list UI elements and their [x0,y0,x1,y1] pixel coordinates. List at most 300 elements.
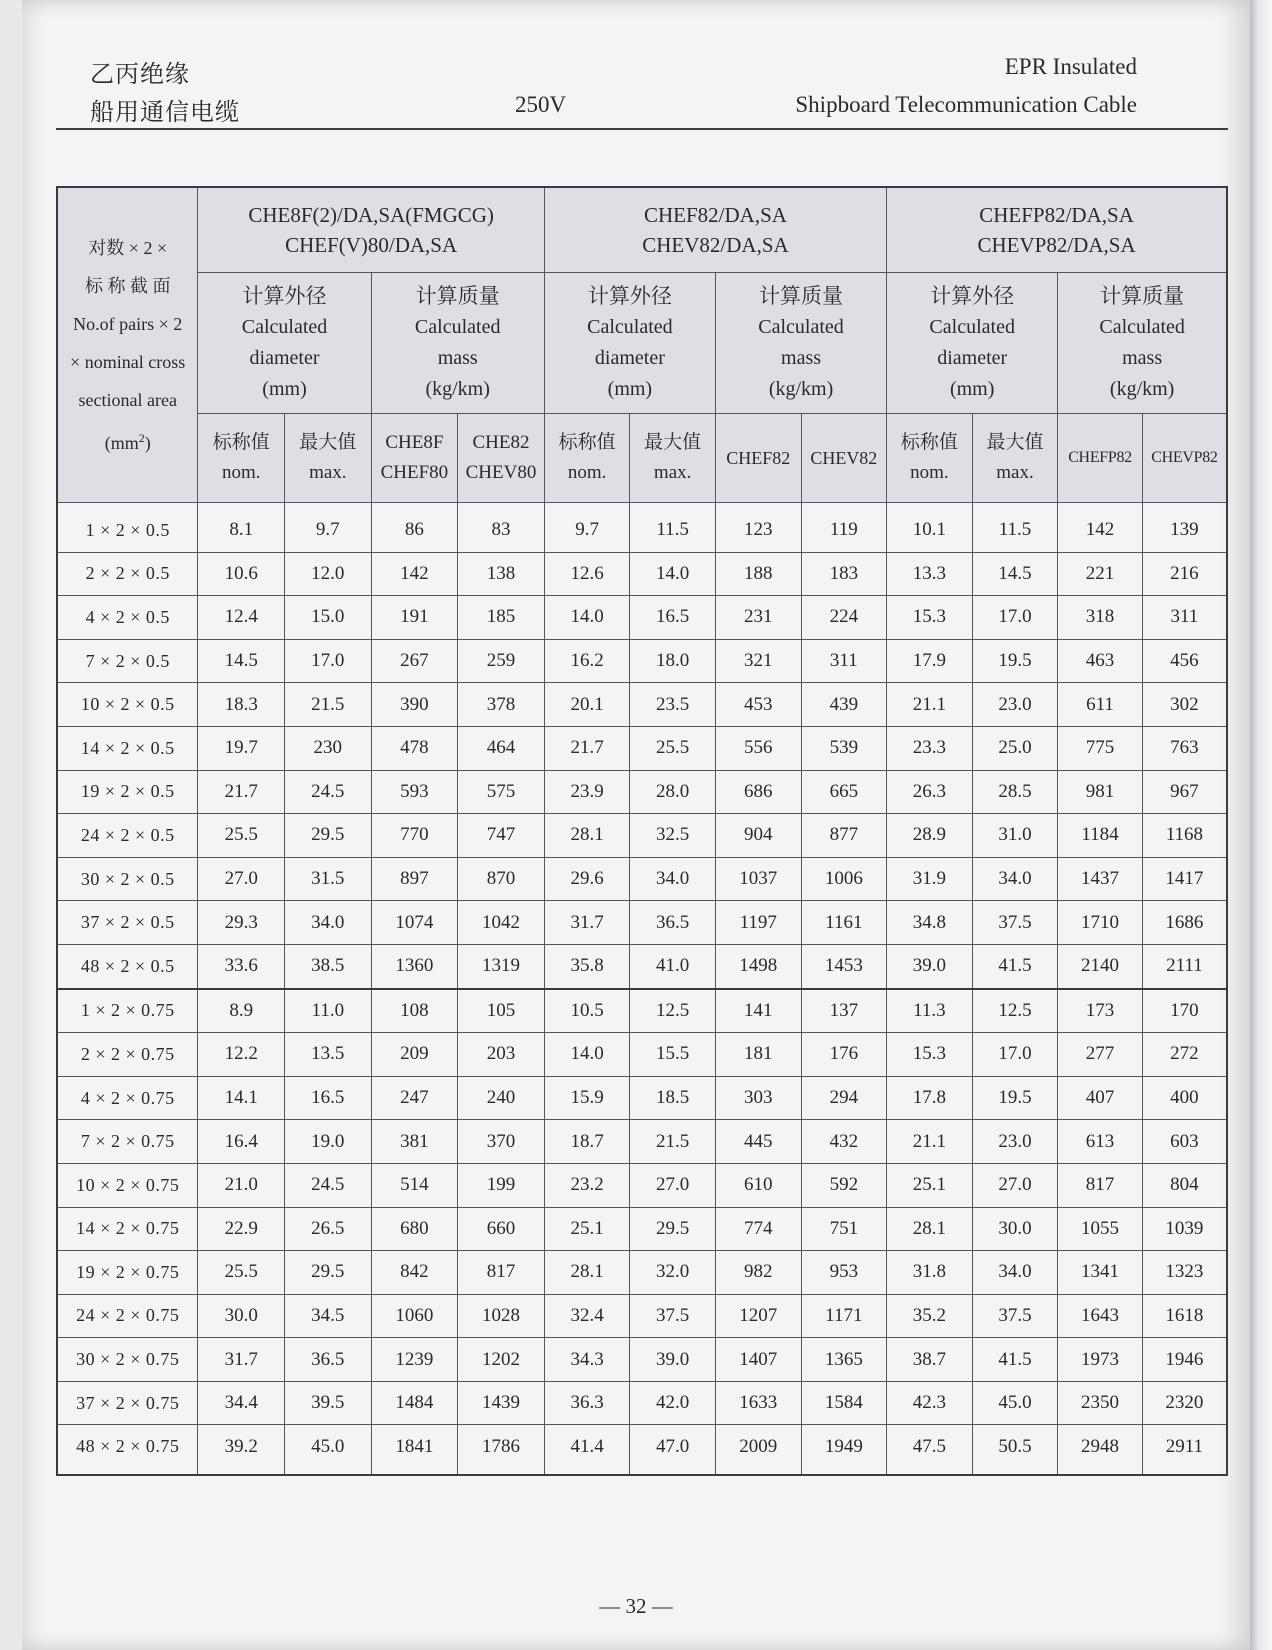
corner-zh-line2: 标 称 截 面 [84,275,171,296]
value-cell: 665 [801,770,887,814]
value-cell: 224 [801,596,887,640]
value-cell: 38.7 [887,1338,973,1382]
value-cell: 36.3 [544,1381,630,1425]
value-cell: 28.1 [887,1207,973,1251]
value-cell: 1168 [1142,814,1227,858]
value-cell: 11.5 [972,503,1058,553]
value-cell: 25.1 [544,1207,630,1251]
value-cell: 139 [1142,503,1227,553]
row-label-cell: 14 × 2 × 0.5 [57,726,198,770]
value-cell: 176 [801,1033,887,1077]
value-cell: 592 [801,1163,887,1207]
table-row [57,814,1227,858]
value-cell: 183 [801,552,887,596]
value-cell: 804 [1142,1163,1227,1207]
value-cell: 1786 [458,1425,545,1475]
value-cell: 31.8 [887,1251,973,1295]
value-cell: 277 [1058,1033,1143,1077]
value-cell: 1437 [1058,857,1143,901]
value-cell: 29.5 [630,1207,716,1251]
value-cell: 28.9 [887,814,973,858]
value-cell: 37.5 [972,901,1058,945]
value-cell: 23.0 [972,683,1058,727]
value-cell: 17.0 [285,639,372,683]
value-cell: 34.0 [630,857,716,901]
table-row [57,944,1227,988]
nom-header-3: 标称值 nom. [887,414,973,503]
group-header-3: CHEFP82/DA,SA CHEVP82/DA,SA [887,187,1227,273]
table-row [57,683,1227,727]
value-cell: 17.0 [972,1033,1058,1077]
row-label-cell: 30 × 2 × 0.5 [57,857,198,901]
value-cell: 953 [801,1251,887,1295]
value-cell: 378 [458,683,545,727]
value-cell: 12.6 [544,552,630,596]
value-cell: 221 [1058,552,1143,596]
value-cell: 611 [1058,683,1143,727]
value-cell: 138 [458,552,545,596]
value-cell: 15.5 [630,1033,716,1077]
value-cell: 17.8 [887,1076,973,1120]
value-cell: 14.0 [544,1033,630,1077]
value-cell: 45.0 [285,1425,372,1475]
value-cell: 686 [715,770,801,814]
value-cell: 19.5 [972,639,1058,683]
value-cell: 1055 [1058,1207,1143,1251]
group-header-1: CHE8F(2)/DA,SA(FMGCG) CHEF(V)80/DA,SA [198,187,544,273]
value-cell: 8.9 [198,989,285,1033]
value-cell: 16.5 [630,596,716,640]
value-cell: 34.3 [544,1338,630,1382]
value-cell: 108 [371,989,458,1033]
value-cell: 36.5 [630,901,716,945]
value-cell: 14.0 [544,596,630,640]
value-cell: 2948 [1058,1425,1143,1475]
value-cell: 12.0 [285,552,372,596]
value-cell: 21.5 [285,683,372,727]
mass-col-chev82: CHEV82 [801,414,887,503]
value-cell: 1074 [371,901,458,945]
table-row [57,552,1227,596]
value-cell: 514 [371,1163,458,1207]
table-row [57,596,1227,640]
header-title-en-line2: Shipboard Telecommunication Cable [795,92,1137,117]
value-cell: 19.7 [198,726,285,770]
value-cell: 2111 [1142,944,1227,988]
row-label-cell: 48 × 2 × 0.75 [57,1425,198,1475]
value-cell: 25.0 [972,726,1058,770]
value-cell: 29.5 [285,814,372,858]
table-row [57,989,1227,1033]
nom-header-1: 标称值 nom. [198,414,285,503]
nom-header-2: 标称值 nom. [544,414,630,503]
value-cell: 1973 [1058,1338,1143,1382]
value-cell: 1323 [1142,1251,1227,1295]
value-cell: 25.1 [887,1163,973,1207]
row-label-cell: 10 × 2 × 0.75 [57,1163,198,1207]
value-cell: 17.9 [887,639,973,683]
value-cell: 1417 [1142,857,1227,901]
value-cell: 1453 [801,944,887,988]
value-cell: 39.5 [285,1381,372,1425]
value-cell: 2350 [1058,1381,1143,1425]
value-cell: 15.3 [887,1033,973,1077]
value-cell: 10.6 [198,552,285,596]
value-cell: 1039 [1142,1207,1227,1251]
mass-header-1: 计算质量 Calculated mass (kg/km) [371,273,544,414]
value-cell: 439 [801,683,887,727]
value-cell: 13.3 [887,552,973,596]
value-cell: 28.0 [630,770,716,814]
header-title-en-line1: EPR Insulated [1004,54,1137,79]
value-cell: 660 [458,1207,545,1251]
table-row [57,1120,1227,1164]
value-cell: 32.5 [630,814,716,858]
table-row [57,1294,1227,1338]
table-row [57,1207,1227,1251]
value-cell: 247 [371,1076,458,1120]
value-cell: 407 [1058,1076,1143,1120]
mass-col-chef82: CHEF82 [715,414,801,503]
row-label-cell: 7 × 2 × 0.75 [57,1120,198,1164]
corner-unit: $(mm^2)$ [104,430,151,453]
value-cell: 1060 [371,1294,458,1338]
value-cell: 37.5 [630,1294,716,1338]
value-cell: 10.5 [544,989,630,1033]
max-header-2: 最大值 max. [630,414,716,503]
value-cell: 86 [371,503,458,553]
header-title-zh-line2: 船用通信电缆 [90,100,240,126]
value-cell: 294 [801,1076,887,1120]
row-label-cell: 37 × 2 × 0.5 [57,901,198,945]
value-cell: 23.9 [544,770,630,814]
value-cell: 31.7 [198,1338,285,1382]
value-cell: 42.0 [630,1381,716,1425]
value-cell: 1365 [801,1338,887,1382]
value-cell: 142 [371,552,458,596]
value-cell: 14.5 [198,639,285,683]
table-row [57,1381,1227,1425]
corner-en-line3: sectional area [78,389,177,410]
value-cell: 747 [458,814,545,858]
value-cell: 31.0 [972,814,1058,858]
corner-header [57,187,198,503]
value-cell: 1197 [715,901,801,945]
value-cell: 24.5 [285,1163,372,1207]
value-cell: 230 [285,726,372,770]
value-cell: 28.1 [544,1251,630,1295]
value-cell: 1439 [458,1381,545,1425]
table-row [57,901,1227,945]
value-cell: 1360 [371,944,458,988]
value-cell: 1184 [1058,814,1143,858]
value-cell: 30.0 [198,1294,285,1338]
value-cell: 751 [801,1207,887,1251]
header-voltage: 250V [515,92,567,117]
value-cell: 13.5 [285,1033,372,1077]
value-cell: 29.6 [544,857,630,901]
value-cell: 603 [1142,1120,1227,1164]
value-cell: 21.1 [887,683,973,727]
value-cell: 321 [715,639,801,683]
value-cell: 32.0 [630,1251,716,1295]
value-cell: 21.5 [630,1120,716,1164]
table-row [57,1251,1227,1295]
value-cell: 36.5 [285,1338,372,1382]
page-binding-edge [1250,0,1272,1650]
value-cell: 1207 [715,1294,801,1338]
value-cell: 21.0 [198,1163,285,1207]
value-cell: 12.5 [630,989,716,1033]
value-cell: 119 [801,503,887,553]
value-cell: 209 [371,1033,458,1077]
value-cell: 19.0 [285,1120,372,1164]
value-cell: 38.5 [285,944,372,988]
value-cell: 318 [1058,596,1143,640]
value-cell: 1239 [371,1338,458,1382]
table-row [57,770,1227,814]
value-cell: 1202 [458,1338,545,1382]
value-cell: 41.4 [544,1425,630,1475]
header-divider [56,128,1228,130]
value-cell: 137 [801,989,887,1033]
value-cell: 33.6 [198,944,285,988]
value-cell: 34.0 [972,857,1058,901]
value-cell: 142 [1058,503,1143,553]
value-cell: 11.3 [887,989,973,1033]
value-cell: 1584 [801,1381,887,1425]
value-cell: 12.2 [198,1033,285,1077]
value-cell: 31.5 [285,857,372,901]
value-cell: 763 [1142,726,1227,770]
value-cell: 464 [458,726,545,770]
value-cell: 25.5 [198,814,285,858]
value-cell: 610 [715,1163,801,1207]
value-cell: 1319 [458,944,545,988]
row-label-cell: 19 × 2 × 0.5 [57,770,198,814]
table-row [57,1076,1227,1120]
value-cell: 575 [458,770,545,814]
value-cell: 32.4 [544,1294,630,1338]
row-label-cell: 4 × 2 × 0.75 [57,1076,198,1120]
value-cell: 23.5 [630,683,716,727]
value-cell: 27.0 [630,1163,716,1207]
value-cell: 22.9 [198,1207,285,1251]
value-cell: 23.0 [972,1120,1058,1164]
value-cell: 453 [715,683,801,727]
mass-header-3: 计算质量 Calculated mass (kg/km) [1058,273,1227,414]
value-cell: 381 [371,1120,458,1164]
value-cell: 680 [371,1207,458,1251]
value-cell: 904 [715,814,801,858]
row-label-cell: 37 × 2 × 0.75 [57,1381,198,1425]
value-cell: 877 [801,814,887,858]
value-cell: 34.4 [198,1381,285,1425]
corner-en-line1: No.of pairs × 2 [73,313,183,334]
value-cell: 556 [715,726,801,770]
table-row [57,1338,1227,1382]
mass-header-2: 计算质量 Calculated mass (kg/km) [715,273,886,414]
value-cell: 15.9 [544,1076,630,1120]
table-row [57,1163,1227,1207]
value-cell: 1686 [1142,901,1227,945]
value-cell: 19.5 [972,1076,1058,1120]
mass-col-chefp82: CHEFP82 [1058,414,1143,503]
value-cell: 35.8 [544,944,630,988]
value-cell: 539 [801,726,887,770]
value-cell: 47.5 [887,1425,973,1475]
value-cell: 400 [1142,1076,1227,1120]
mass-col-che8f: CHE8F CHEF80 [371,414,458,503]
max-header-3: 最大值 max. [972,414,1058,503]
value-cell: 28.5 [972,770,1058,814]
value-cell: 188 [715,552,801,596]
value-cell: 2911 [1142,1425,1227,1475]
value-cell: 18.0 [630,639,716,683]
value-cell: 456 [1142,639,1227,683]
value-cell: 31.7 [544,901,630,945]
value-cell: 10.1 [887,503,973,553]
table-row [57,639,1227,683]
value-cell: 16.2 [544,639,630,683]
diameter-header-1: 计算外径 Calculated diameter (mm) [198,273,371,414]
value-cell: 123 [715,503,801,553]
value-cell: 445 [715,1120,801,1164]
value-cell: 1407 [715,1338,801,1382]
value-cell: 982 [715,1251,801,1295]
value-cell: 26.5 [285,1207,372,1251]
value-cell: 1498 [715,944,801,988]
value-cell: 24.5 [285,770,372,814]
mass-col-chevp82: CHEVP82 [1142,414,1227,503]
row-label-cell: 10 × 2 × 0.5 [57,683,198,727]
value-cell: 18.7 [544,1120,630,1164]
header-title-zh-line1: 乙丙绝缘 [90,62,190,88]
value-cell: 817 [1058,1163,1143,1207]
corner-zh-line1: 对数 × 2 × [88,237,168,258]
value-cell: 170 [1142,989,1227,1033]
table-row [57,857,1227,901]
value-cell: 34.0 [972,1251,1058,1295]
cable-spec-table [56,186,1228,1476]
value-cell: 25.5 [198,1251,285,1295]
value-cell: 11.5 [630,503,716,553]
value-cell: 18.5 [630,1076,716,1120]
value-cell: 390 [371,683,458,727]
value-cell: 21.7 [198,770,285,814]
row-label-cell: 30 × 2 × 0.75 [57,1338,198,1382]
value-cell: 41.5 [972,944,1058,988]
value-cell: 21.7 [544,726,630,770]
value-cell: 775 [1058,726,1143,770]
value-cell: 181 [715,1033,801,1077]
value-cell: 2009 [715,1425,801,1475]
value-cell: 1028 [458,1294,545,1338]
value-cell: 1161 [801,901,887,945]
value-cell: 1946 [1142,1338,1227,1382]
value-cell: 2320 [1142,1381,1227,1425]
mass-col-che82: CHE82 CHEV80 [458,414,545,503]
value-cell: 9.7 [544,503,630,553]
value-cell: 1341 [1058,1251,1143,1295]
value-cell: 2140 [1058,944,1143,988]
value-cell: 1618 [1142,1294,1227,1338]
value-cell: 27.0 [198,857,285,901]
value-cell: 34.0 [285,901,372,945]
value-cell: 27.0 [972,1163,1058,1207]
diameter-header-2: 计算外径 Calculated diameter (mm) [544,273,715,414]
value-cell: 26.3 [887,770,973,814]
value-cell: 1643 [1058,1294,1143,1338]
value-cell: 39.0 [887,944,973,988]
value-cell: 870 [458,857,545,901]
value-cell: 897 [371,857,458,901]
value-cell: 302 [1142,683,1227,727]
value-cell: 216 [1142,552,1227,596]
value-cell: 16.5 [285,1076,372,1120]
value-cell: 20.1 [544,683,630,727]
value-cell: 199 [458,1163,545,1207]
value-cell: 28.1 [544,814,630,858]
max-header-1: 最大值 max. [285,414,372,503]
row-label-cell: 2 × 2 × 0.75 [57,1033,198,1077]
value-cell: 259 [458,639,545,683]
value-cell: 83 [458,503,545,553]
row-label-cell: 19 × 2 × 0.75 [57,1251,198,1295]
value-cell: 1710 [1058,901,1143,945]
value-cell: 31.9 [887,857,973,901]
value-cell: 1484 [371,1381,458,1425]
row-label-cell: 4 × 2 × 0.5 [57,596,198,640]
value-cell: 272 [1142,1033,1227,1077]
value-cell: 1037 [715,857,801,901]
row-label-cell: 7 × 2 × 0.5 [57,639,198,683]
value-cell: 1042 [458,901,545,945]
value-cell: 1949 [801,1425,887,1475]
value-cell: 1841 [371,1425,458,1475]
value-cell: 29.5 [285,1251,372,1295]
value-cell: 774 [715,1207,801,1251]
value-cell: 12.4 [198,596,285,640]
value-cell: 23.3 [887,726,973,770]
value-cell: 370 [458,1120,545,1164]
page-number: — 32 — [599,1594,673,1618]
value-cell: 45.0 [972,1381,1058,1425]
value-cell: 593 [371,770,458,814]
value-cell: 23.2 [544,1163,630,1207]
value-cell: 17.0 [972,596,1058,640]
value-cell: 311 [1142,596,1227,640]
value-cell: 311 [801,639,887,683]
value-cell: 1171 [801,1294,887,1338]
value-cell: 9.7 [285,503,372,553]
value-cell: 967 [1142,770,1227,814]
table-row [57,1033,1227,1077]
value-cell: 16.4 [198,1120,285,1164]
diameter-header-3: 计算外径 Calculated diameter (mm) [887,273,1058,414]
value-cell: 29.3 [198,901,285,945]
corner-en-line2: × nominal cross [70,351,186,372]
value-cell: 11.0 [285,989,372,1033]
value-cell: 35.2 [887,1294,973,1338]
row-label-cell: 48 × 2 × 0.5 [57,944,198,988]
value-cell: 770 [371,814,458,858]
value-cell: 191 [371,596,458,640]
value-cell: 14.0 [630,552,716,596]
value-cell: 203 [458,1033,545,1077]
value-cell: 478 [371,726,458,770]
value-cell: 267 [371,639,458,683]
